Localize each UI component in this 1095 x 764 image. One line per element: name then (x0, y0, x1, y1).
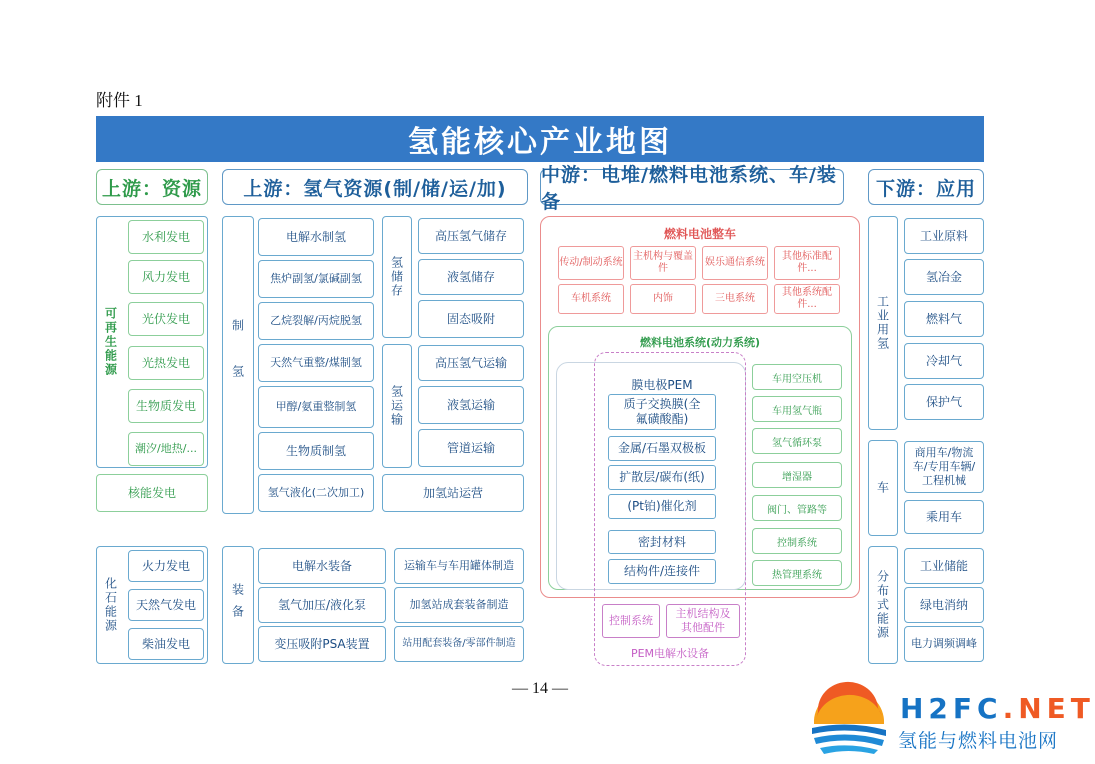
pem-electrolyzer-label: PEM电解水设备 (630, 647, 710, 660)
header-downstream: 下游：应用 (868, 169, 984, 205)
production-label: 制氢 (230, 319, 245, 411)
renewable-item: 潮汐/地热/... (128, 432, 204, 466)
header-upstream-hydrogen: 上游：氢气资源(制/储/运/加) (222, 169, 528, 205)
transport-item: 高压氢气运输 (418, 345, 524, 381)
h2fc-logo-icon (808, 686, 890, 756)
membrane-electrode-label: 膜电极PEM (631, 378, 693, 392)
vehicle-part: 内饰 (630, 284, 696, 314)
bop-component: 控制系统 (752, 528, 842, 554)
map-title: 氢能核心产业地图 (408, 125, 672, 160)
stack-component: 金属/石墨双极板 (608, 436, 716, 461)
fossil-item: 天然气发电 (128, 589, 204, 621)
vehicle-title: 燃料电池整车 (663, 227, 736, 241)
nuclear-power: 核能发电 (96, 474, 208, 512)
stack-component: 质子交换膜(全氟磺酸酯) (608, 394, 716, 430)
equipment-item: 氢气加压/液化泵 (258, 587, 386, 623)
renewable-item: 生物质发电 (128, 389, 204, 423)
production-item: 生物质制氢 (258, 432, 374, 470)
distributed-label: 分布式能源 (875, 570, 890, 640)
bop-component: 车用空压机 (752, 364, 842, 390)
distributed-item: 工业储能 (904, 548, 984, 584)
bop-component: 阀门、管路等 (752, 495, 842, 521)
transport-item: 管道运输 (418, 429, 524, 467)
bop-component: 氢气循环泵 (752, 428, 842, 454)
watermark-logo (808, 686, 890, 756)
storage-item: 液氢储存 (418, 259, 524, 295)
page-number: — 14 — (512, 680, 568, 697)
fossil-label: 化石能源 (103, 577, 118, 633)
production-item: 焦炉副氢/氯碱副氢 (258, 260, 374, 298)
renewable-item: 风力发电 (128, 260, 204, 294)
industrial-item: 燃料气 (904, 301, 984, 337)
vehicle-app-item: 商用车/物流车/专用车辆/工程机械 (904, 441, 984, 493)
stack-component: 扩散层/碳布(纸) (608, 465, 716, 490)
storage-label: 氢储存 (389, 256, 404, 298)
fossil-item: 柴油发电 (128, 628, 204, 660)
production-item: 乙烷裂解/丙烷脱氢 (258, 302, 374, 340)
map-title-banner (96, 116, 984, 162)
station-operation: 加氢站运营 (382, 474, 524, 512)
distributed-item: 绿电消纳 (904, 587, 984, 623)
vehicle-part: 三电系统 (702, 284, 768, 314)
renewable-item: 光热发电 (128, 346, 204, 380)
equipment-label: 装备 (230, 583, 245, 627)
production-item: 甲醇/氨重整制氢 (258, 386, 374, 428)
pem-control-system: 控制系统 (602, 604, 660, 638)
vehicle-part: 传动/制动系统 (558, 246, 624, 280)
annex-label: 附件 1 (96, 91, 143, 110)
industrial-item: 保护气 (904, 384, 984, 420)
fossil-item: 火力发电 (128, 550, 204, 582)
production-item: 电解水制氢 (258, 218, 374, 256)
vehicle-app-label: 车 (875, 481, 890, 495)
equipment-item: 站用配套装备/零部件制造 (394, 626, 524, 662)
bop-component: 热管理系统 (752, 560, 842, 586)
header-midstream: 中游：电堆/燃料电池系统、车/装备 (540, 169, 844, 205)
vehicle-app-item: 乘用车 (904, 500, 984, 534)
industrial-item: 冷却气 (904, 343, 984, 379)
vehicle-part: 主机构与覆盖件 (630, 246, 696, 280)
distributed-item: 电力调频调峰 (904, 626, 984, 662)
bop-component: 增湿器 (752, 462, 842, 488)
vehicle-part: 车机系统 (558, 284, 624, 314)
vehicle-part: 娱乐通信系统 (702, 246, 768, 280)
storage-item: 高压氢气储存 (418, 218, 524, 254)
storage-item: 固态吸附 (418, 300, 524, 338)
transport-item: 液氢运输 (418, 386, 524, 424)
header-upstream-resources: 上游：资源 (96, 169, 208, 205)
stack-component: 结构件/连接件 (608, 559, 716, 584)
equipment-item: 加氢站成套装备制造 (394, 587, 524, 623)
vehicle-part: 其他标准配件... (774, 246, 840, 280)
fuel-cell-system-title: 燃料电池系统(动力系统) (639, 336, 761, 349)
transport-label: 氢运输 (389, 385, 404, 427)
vehicle-part: 其他系统配件... (774, 284, 840, 314)
production-item: 天然气重整/煤制氢 (258, 344, 374, 382)
stack-component: 密封材料 (608, 530, 716, 554)
renewable-item: 光伏发电 (128, 302, 204, 336)
equipment-item: 变压吸附PSA装置 (258, 626, 386, 662)
pem-host-structure: 主机结构及其他配件 (666, 604, 740, 638)
renewable-label: 可再生能源 (103, 307, 118, 377)
industrial-item: 工业原料 (904, 218, 984, 254)
stack-component: (Pt铂)催化剂 (608, 494, 716, 519)
industrial-item: 氢冶金 (904, 259, 984, 295)
equipment-item: 电解水装备 (258, 548, 386, 584)
liquefaction-item: 氢气液化(二次加工) (258, 474, 374, 512)
watermark-subtitle: 氢能与燃料电池网 (898, 730, 1059, 752)
bop-component: 车用氢气瓶 (752, 396, 842, 422)
equipment-item: 运输车与车用罐体制造 (394, 548, 524, 584)
watermark-brand-main: H2FC (900, 692, 1003, 725)
renewable-item: 水利发电 (128, 220, 204, 254)
industrial-label: 工业用氢 (875, 295, 890, 351)
watermark-brand (900, 692, 1095, 725)
watermark-brand-suffix: .NET (1002, 692, 1095, 725)
